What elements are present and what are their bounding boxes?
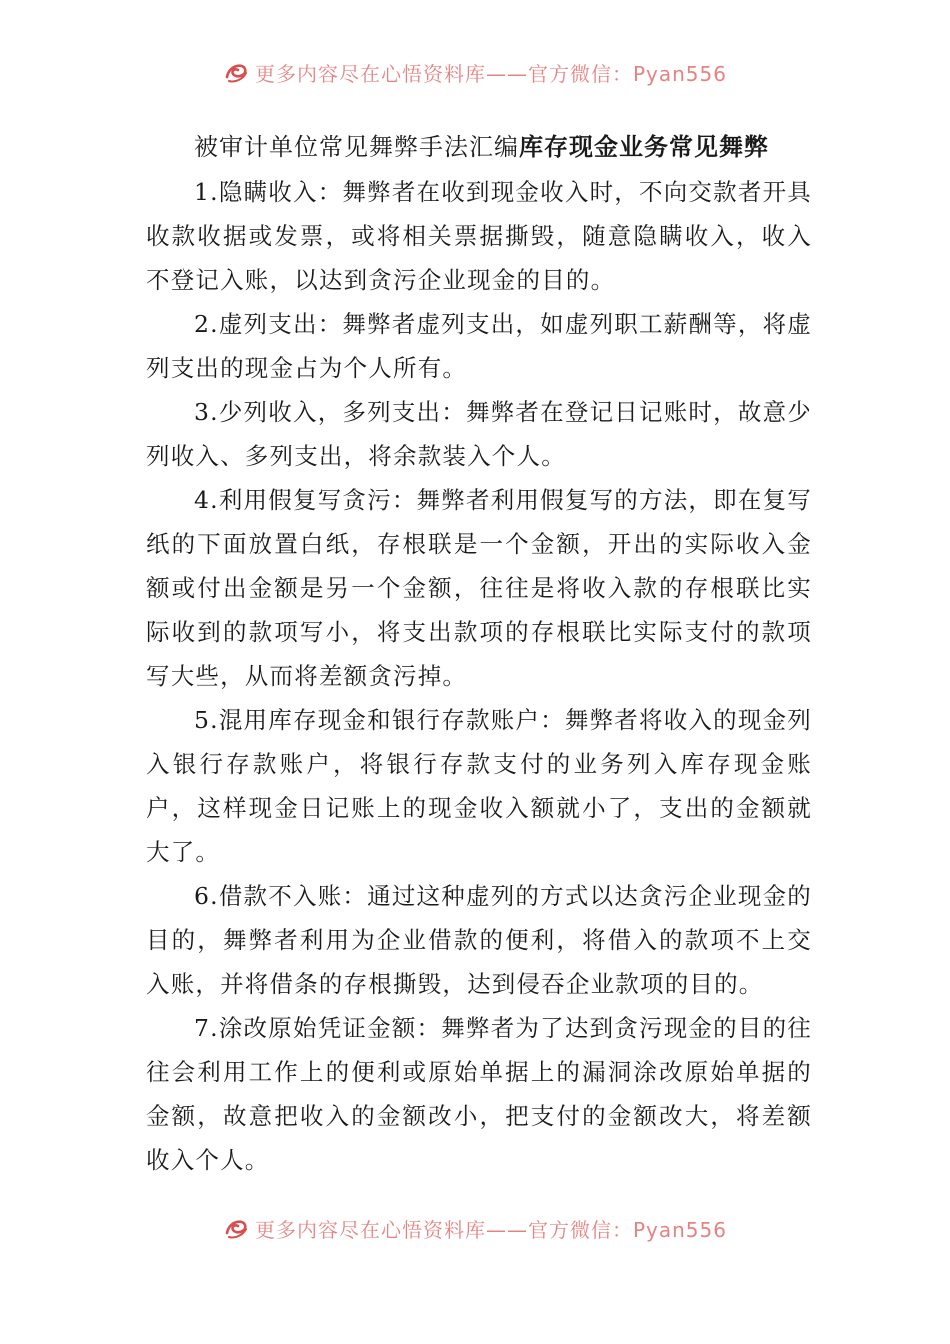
- title-bold: 库存现金业务常见舞弊: [519, 132, 769, 161]
- paragraph-7: 7.涂改原始凭证金额：舞弊者为了达到贪污现金的目的往往会利用工作上的便利或原始单据上的漏洞涂改原始单据的金额，故意把收入的金额改小，把支付的金额改大，将差额收入个人。: [146, 1014, 812, 1174]
- watermark-text: 更多内容尽在心悟资料库——官方微信：Pyan556: [254, 1217, 727, 1242]
- paragraph-5: 5.混用库存现金和银行存款账户：舞弊者将收入的现金列入银行存款账户，将银行存款支付的业务列入库存现金账户，这样现金日记账上的现金收入额就小了，支出的金额就大了。: [146, 706, 812, 866]
- footer-watermark-banner: [0, 1208, 950, 1248]
- paragraph-4: 4.利用假复写贪污：舞弊者利用假复写的方法，即在复写纸的下面放置白纸，存根联是一个金额，开出的实际收入金额或付出金额是另一个金额，往往是将收入款的存根联比实际收到的款项写小，将支出款项的存根联比实际支付的款项写大些，从而将差额贪污掉。: [146, 486, 812, 690]
- paragraph-3: 3.少列收入，多列支出：舞弊者在登记日记账时，故意少列收入、多列支出，将余款装入个人。: [146, 398, 812, 470]
- paragraph-1: 1.隐瞒收入：舞弊者在收到现金收入时，不向交款者开具收款收据或发票，或将相关票据撕毁，随意隐瞒收入，收入不登记入账，以达到贪污企业现金的目的。: [146, 178, 812, 294]
- paragraph-2: 2.虚列支出：舞弊者虚列支出，如虚列职工薪酬等，将虚列支出的现金占为个人所有。: [146, 310, 812, 382]
- swirl-logo-icon: [223, 1215, 249, 1241]
- paragraph-6: 6.借款不入账：通过这种虚列的方式以达贪污企业现金的目的，舞弊者利用为企业借款的便利，将借入的款项不上交入账，并将借条的存根撕毁，达到侵吞企业款项的目的。: [146, 882, 812, 998]
- document-title: [146, 128, 812, 166]
- watermark-text: 更多内容尽在心悟资料库——官方微信：Pyan556: [254, 61, 727, 86]
- title-prefix: 被审计单位常见舞弊手法汇编: [194, 133, 519, 161]
- swirl-logo-icon: [223, 59, 249, 85]
- document-body: [146, 128, 812, 1182]
- header-watermark-banner: [0, 52, 950, 92]
